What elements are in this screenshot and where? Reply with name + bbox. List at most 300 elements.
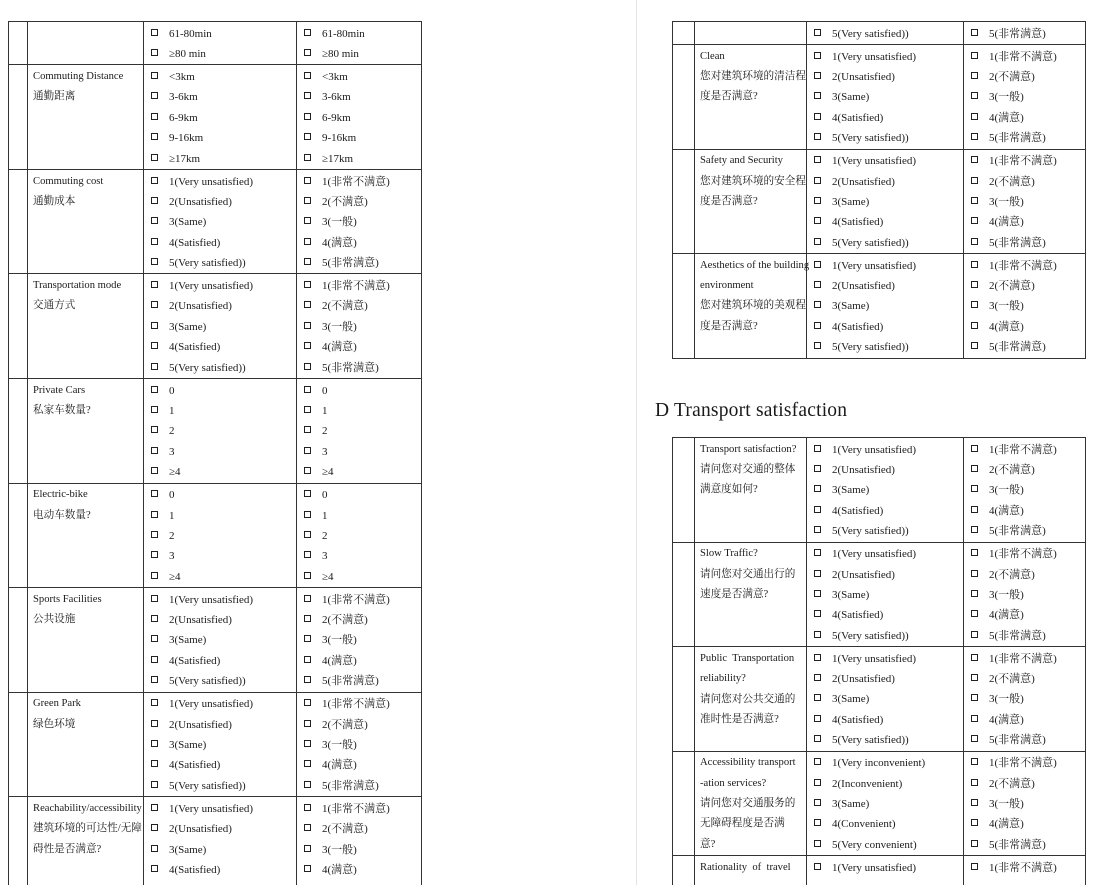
checkbox-icon [814, 610, 821, 617]
option-label-chinese: 1(非常不满意) [322, 698, 390, 711]
option-label-english: 1(Very unsatisfied) [832, 443, 917, 456]
option-item [807, 814, 963, 834]
option-item [144, 590, 296, 610]
checkbox-icon [151, 595, 158, 602]
option-item [144, 358, 296, 378]
option-label-english: 2(Unsatisfied) [832, 70, 895, 83]
option-item [964, 501, 1085, 521]
checkbox-icon [151, 740, 158, 747]
option-label-chinese: 5(非常满意) [989, 525, 1046, 538]
checkbox-icon [971, 52, 978, 59]
option-item [297, 610, 421, 630]
option-label-chinese: 3(一般) [989, 693, 1024, 706]
option-item [964, 317, 1085, 337]
option-label-chinese: 3(一般) [989, 484, 1024, 497]
option-item [297, 671, 421, 691]
option-label-chinese: ≥80 min [322, 47, 359, 60]
option-item [297, 149, 421, 169]
question-label-line: 绿色环境 [33, 718, 76, 730]
option-label-english: 2(Unsatisfied) [832, 568, 895, 581]
option-label-english: 5(Very satisfied)) [169, 675, 246, 688]
option-item [144, 651, 296, 671]
option-label-english: 1(Very unsatisfied) [832, 652, 917, 665]
option-item [807, 835, 963, 855]
option-label-chinese: 3(一般) [322, 739, 357, 752]
question-label-line: reliability? [700, 673, 746, 685]
question-label-line: 电动车数量? [33, 509, 91, 521]
question-label-line: Transport satisfaction? [700, 443, 797, 455]
option-label-english: 1(Very unsatisfied) [832, 155, 917, 168]
options-english-cell [144, 22, 297, 64]
option-item [297, 421, 421, 441]
option-item [144, 401, 296, 421]
checkbox-icon [814, 799, 821, 806]
question-label-line: 交通方式 [33, 300, 76, 312]
option-item [144, 108, 296, 128]
option-label-chinese: 5(非常满意) [322, 779, 379, 792]
checkbox-icon [151, 531, 158, 538]
option-item [807, 710, 963, 730]
option-label-chinese: 4(满意) [322, 341, 357, 354]
option-item [297, 212, 421, 232]
options-chinese-cell [297, 588, 421, 692]
option-label-english: 2(Unsatisfied) [832, 463, 895, 476]
option-item [964, 521, 1085, 541]
checkbox-icon [814, 590, 821, 597]
option-label-chinese: ≥4 [322, 570, 334, 583]
row-margin-cell [9, 693, 28, 797]
question-label-cell [28, 379, 144, 483]
option-label-chinese: 9-16km [322, 132, 357, 145]
checkbox-icon [304, 29, 311, 36]
question-label-line: 满意度如何? [700, 484, 758, 496]
checkbox-icon [304, 301, 311, 308]
option-label-chinese: 1(非常不满意) [322, 593, 390, 606]
question-label-line: 建筑环境的可达性/无障 [33, 823, 142, 835]
question-row [673, 647, 1085, 752]
options-english-cell [144, 274, 297, 378]
option-item [144, 212, 296, 232]
option-label-chinese: 4(满意) [989, 713, 1024, 726]
checkbox-icon [151, 154, 158, 161]
option-item [297, 462, 421, 482]
checkbox-icon [304, 72, 311, 79]
option-label-chinese: 1(非常不满意) [989, 259, 1057, 272]
checkbox-icon [151, 511, 158, 518]
question-row [673, 856, 1085, 885]
option-label-english: 4(Satisfied) [169, 341, 221, 354]
option-label-chinese: 1(非常不满意) [989, 861, 1057, 874]
option-label-chinese: 2(不满意) [989, 175, 1035, 188]
checkbox-icon [304, 865, 311, 872]
checkbox-icon [151, 572, 158, 579]
question-label-line: 请问您对交通服务的 [700, 798, 796, 810]
checkbox-icon [814, 549, 821, 556]
options-chinese-cell [964, 752, 1085, 856]
options-english-cell [807, 150, 964, 254]
option-label-chinese: 5(非常满意) [322, 675, 379, 688]
option-label-chinese: 3(一般) [989, 588, 1024, 601]
row-margin-cell [9, 484, 28, 588]
option-label-english: 1 [169, 509, 175, 522]
question-label-line: Electric-bike [33, 489, 88, 501]
checkbox-icon [304, 177, 311, 184]
checkbox-icon [971, 217, 978, 224]
option-item [297, 192, 421, 212]
option-item [964, 774, 1085, 794]
option-label-chinese: 2(不满意) [989, 777, 1035, 790]
option-label-english: 2 [169, 425, 175, 438]
option-item [807, 689, 963, 709]
checkbox-icon [814, 779, 821, 786]
checkbox-icon [304, 720, 311, 727]
option-item [807, 128, 963, 148]
option-item [297, 172, 421, 192]
option-label-english: 1 [169, 405, 175, 417]
checkbox-icon [814, 281, 821, 288]
question-label-line: 度是否满意? [700, 320, 758, 332]
option-item [144, 87, 296, 107]
option-item [964, 565, 1085, 585]
option-label-chinese: 5(非常满意) [989, 27, 1046, 40]
option-item [964, 753, 1085, 773]
question-label-cell [28, 797, 144, 885]
checkbox-icon [151, 804, 158, 811]
question-label-line: environment [700, 280, 754, 292]
checkbox-icon [151, 845, 158, 852]
option-item [144, 694, 296, 714]
checkbox-icon [971, 156, 978, 163]
options-english-cell [807, 438, 964, 542]
option-item [297, 87, 421, 107]
question-label-line: Slow Traffic? [700, 548, 758, 560]
checkbox-icon [971, 715, 978, 722]
option-label-chinese: 2(不满意) [989, 673, 1035, 686]
question-label-line: Commuting Distance [33, 70, 124, 82]
checkbox-icon [151, 865, 158, 872]
option-label-english: 0 [169, 489, 175, 502]
option-item [297, 337, 421, 357]
checkbox-icon [814, 156, 821, 163]
option-label-chinese: 5(非常满意) [989, 236, 1046, 249]
option-item [807, 47, 963, 67]
question-label-cell [695, 438, 807, 542]
question-label-line: 准时性是否满意? [700, 713, 779, 725]
question-label-line: 碍性是否满意? [33, 843, 102, 855]
option-item [297, 506, 421, 526]
checkbox-icon [971, 590, 978, 597]
checkbox-icon [814, 133, 821, 140]
option-label-chinese: 3(一般) [989, 300, 1024, 313]
option-item [297, 755, 421, 775]
checkbox-icon [971, 526, 978, 533]
row-margin-cell [673, 254, 695, 358]
option-label-chinese: 2(不满意) [322, 614, 368, 627]
option-label-english: 3-6km [169, 91, 198, 104]
option-label-english: 3(Same) [832, 588, 870, 601]
option-label-chinese: 2(不满意) [322, 718, 368, 731]
option-item [297, 358, 421, 378]
option-item [297, 651, 421, 671]
option-item [144, 24, 296, 44]
question-label-line: Public Transportation [700, 652, 795, 664]
checkbox-icon [971, 29, 978, 36]
option-item [807, 337, 963, 357]
option-label-chinese: 2(不满意) [322, 195, 368, 208]
checkbox-icon [814, 758, 821, 765]
question-row [9, 797, 421, 885]
option-label-chinese: 3(一般) [322, 216, 357, 229]
checkbox-icon [304, 133, 311, 140]
checkbox-icon [304, 572, 311, 579]
option-item [807, 669, 963, 689]
option-item [144, 44, 296, 64]
option-label-english: 3(Same) [169, 843, 207, 856]
option-item [964, 276, 1085, 296]
option-item [144, 860, 296, 880]
option-item [144, 630, 296, 650]
checkbox-icon [814, 631, 821, 638]
option-label-english: 5(Very satisfied)) [832, 734, 909, 747]
option-item [297, 630, 421, 650]
option-item [297, 24, 421, 44]
checkbox-icon [971, 779, 978, 786]
options-english-cell [807, 22, 964, 44]
question-label-cell [28, 170, 144, 274]
question-row [673, 150, 1085, 255]
option-item [807, 544, 963, 564]
checkbox-icon [814, 654, 821, 661]
option-item [297, 546, 421, 566]
option-item [964, 128, 1085, 148]
checkbox-icon [814, 177, 821, 184]
option-label-chinese: 2(不满意) [989, 280, 1035, 293]
question-label-line: 公共设施 [33, 614, 76, 626]
checkbox-icon [304, 386, 311, 393]
checkbox-icon [814, 694, 821, 701]
option-label-english: ≥4 [169, 570, 181, 583]
option-label-chinese: 0 [322, 489, 328, 502]
option-label-english: 5(Very satisfied)) [832, 525, 909, 538]
checkbox-icon [971, 506, 978, 513]
option-label-english: 1(Very unsatisfied) [832, 50, 917, 63]
option-item [144, 172, 296, 192]
question-label-line: 速度是否满意? [700, 588, 769, 600]
checkbox-icon [151, 676, 158, 683]
option-item [144, 128, 296, 148]
option-label-chinese: 2(不满意) [989, 70, 1035, 83]
transport-satisfaction-table [672, 437, 1086, 885]
option-item [807, 151, 963, 171]
checkbox-icon [304, 760, 311, 767]
question-label-cell [28, 588, 144, 692]
option-item [297, 108, 421, 128]
option-label-english: 3(Same) [832, 195, 870, 208]
checkbox-icon [814, 445, 821, 452]
option-label-chinese: 4(满意) [322, 654, 357, 667]
option-label-chinese: 4(满意) [322, 759, 357, 772]
option-label-english: 2(Unsatisfied) [169, 300, 232, 313]
option-item [964, 87, 1085, 107]
checkbox-icon [151, 490, 158, 497]
question-label-line: 意? [700, 838, 716, 850]
option-item [297, 253, 421, 273]
option-label-english: 1(Very unsatisfied) [169, 698, 254, 711]
checkbox-icon [151, 92, 158, 99]
checkbox-icon [304, 551, 311, 558]
option-item [297, 819, 421, 839]
option-item [807, 753, 963, 773]
checkbox-icon [304, 635, 311, 642]
option-label-english: 1(Very unsatisfied) [169, 593, 254, 606]
option-label-english: 4(Satisfied) [832, 713, 884, 726]
checkbox-icon [151, 238, 158, 245]
option-item [964, 626, 1085, 646]
option-label-english: 3(Same) [169, 320, 207, 333]
option-label-chinese: 3 [322, 550, 328, 563]
checkbox-icon [304, 342, 311, 349]
option-label-english: 3(Same) [832, 300, 870, 313]
options-english-cell [144, 484, 297, 588]
checkbox-icon [304, 804, 311, 811]
option-label-chinese: 5(非常满意) [989, 341, 1046, 354]
question-label-cell [695, 150, 807, 254]
checkbox-icon [151, 635, 158, 642]
checkbox-icon [304, 781, 311, 788]
checkbox-icon [971, 72, 978, 79]
checkbox-icon [971, 631, 978, 638]
option-label-english: 5(Very satisfied)) [832, 629, 909, 642]
question-label-line: Safety and Security [700, 155, 783, 167]
checkbox-icon [151, 197, 158, 204]
option-item [964, 669, 1085, 689]
option-item [964, 233, 1085, 253]
option-item [144, 276, 296, 296]
option-item [144, 567, 296, 587]
question-label-cell [695, 22, 807, 44]
option-label-chinese: 5(非常满意) [989, 734, 1046, 747]
checkbox-icon [971, 301, 978, 308]
option-item [807, 858, 963, 878]
option-label-english: 4(Satisfied) [832, 609, 884, 622]
checkbox-icon [971, 799, 978, 806]
building-satisfaction-table [672, 21, 1086, 359]
option-item [807, 67, 963, 87]
checkbox-icon [304, 92, 311, 99]
option-label-chinese: 6-9km [322, 111, 351, 124]
question-label-line: Transportation mode [33, 280, 122, 292]
option-label-english: 2(Unsatisfied) [169, 823, 232, 836]
question-label-line: Aesthetics of the building [700, 259, 810, 271]
option-label-english: 2(Unsatisfied) [832, 673, 895, 686]
checkbox-icon [304, 467, 311, 474]
checkbox-icon [814, 526, 821, 533]
checkbox-icon [151, 720, 158, 727]
option-label-english: 1(Very unsatisfied) [832, 548, 917, 561]
option-item [144, 192, 296, 212]
question-row [673, 752, 1085, 857]
option-item [144, 526, 296, 546]
option-label-english: 1(Very unsatisfied) [169, 175, 254, 188]
question-row [673, 45, 1085, 150]
option-label-english: 5(Very satisfied)) [832, 132, 909, 145]
checkbox-icon [971, 261, 978, 268]
options-chinese-cell [964, 45, 1085, 149]
option-label-english: 2(Inconvenient) [832, 777, 903, 790]
option-label-chinese: 1(非常不满意) [989, 548, 1057, 561]
checkbox-icon [304, 740, 311, 747]
option-label-chinese: 1(非常不满意) [322, 280, 390, 293]
option-item [144, 296, 296, 316]
option-item [964, 67, 1085, 87]
checkbox-icon [814, 29, 821, 36]
checkbox-icon [814, 735, 821, 742]
option-label-english: 5(Very satisfied)) [169, 779, 246, 792]
checkbox-icon [971, 819, 978, 826]
option-label-english: 2(Unsatisfied) [169, 614, 232, 627]
question-label-cell [28, 65, 144, 169]
checkbox-icon [814, 465, 821, 472]
row-margin-cell [673, 543, 695, 647]
checkbox-icon [971, 840, 978, 847]
checkbox-icon [971, 177, 978, 184]
option-label-english: 5(Very satisfied)) [832, 27, 909, 40]
option-item [964, 212, 1085, 232]
option-item [144, 317, 296, 337]
checkbox-icon [971, 133, 978, 140]
question-label-line: 私家车数量? [33, 405, 91, 417]
question-label-line: -ation services? [700, 777, 767, 789]
option-item [297, 233, 421, 253]
option-label-chinese: 3(一般) [989, 91, 1024, 104]
checkbox-icon [151, 467, 158, 474]
checkbox-icon [151, 49, 158, 56]
option-label-chinese: 3(一般) [322, 843, 357, 856]
question-label-line: Green Park [33, 698, 81, 710]
option-item [964, 296, 1085, 316]
option-item [964, 337, 1085, 357]
option-item [807, 24, 963, 44]
options-chinese-cell [964, 647, 1085, 751]
checkbox-icon [304, 699, 311, 706]
option-item [144, 233, 296, 253]
options-english-cell [807, 45, 964, 149]
option-label-chinese: 5(非常满意) [989, 629, 1046, 642]
options-chinese-cell [964, 254, 1085, 358]
options-english-cell [144, 693, 297, 797]
checkbox-icon [971, 654, 978, 661]
question-label-line: 通勤成本 [33, 195, 76, 207]
option-item [297, 526, 421, 546]
option-label-chinese: 3 [322, 445, 328, 458]
options-chinese-cell [297, 65, 421, 169]
checkbox-icon [971, 485, 978, 492]
checkbox-icon [304, 322, 311, 329]
question-row [673, 438, 1085, 543]
option-label-chinese: 4(满意) [989, 609, 1024, 622]
option-label-chinese: 5(非常满意) [322, 361, 379, 374]
checkbox-icon [304, 531, 311, 538]
option-item [144, 67, 296, 87]
question-row [9, 693, 421, 798]
option-label-chinese: 1(非常不满意) [322, 175, 390, 188]
checkbox-icon [304, 676, 311, 683]
options-english-cell [144, 170, 297, 274]
option-label-english: 1(Very unsatisfied) [832, 861, 917, 874]
checkbox-icon [304, 426, 311, 433]
options-chinese-cell [297, 797, 421, 885]
question-row [9, 484, 421, 589]
